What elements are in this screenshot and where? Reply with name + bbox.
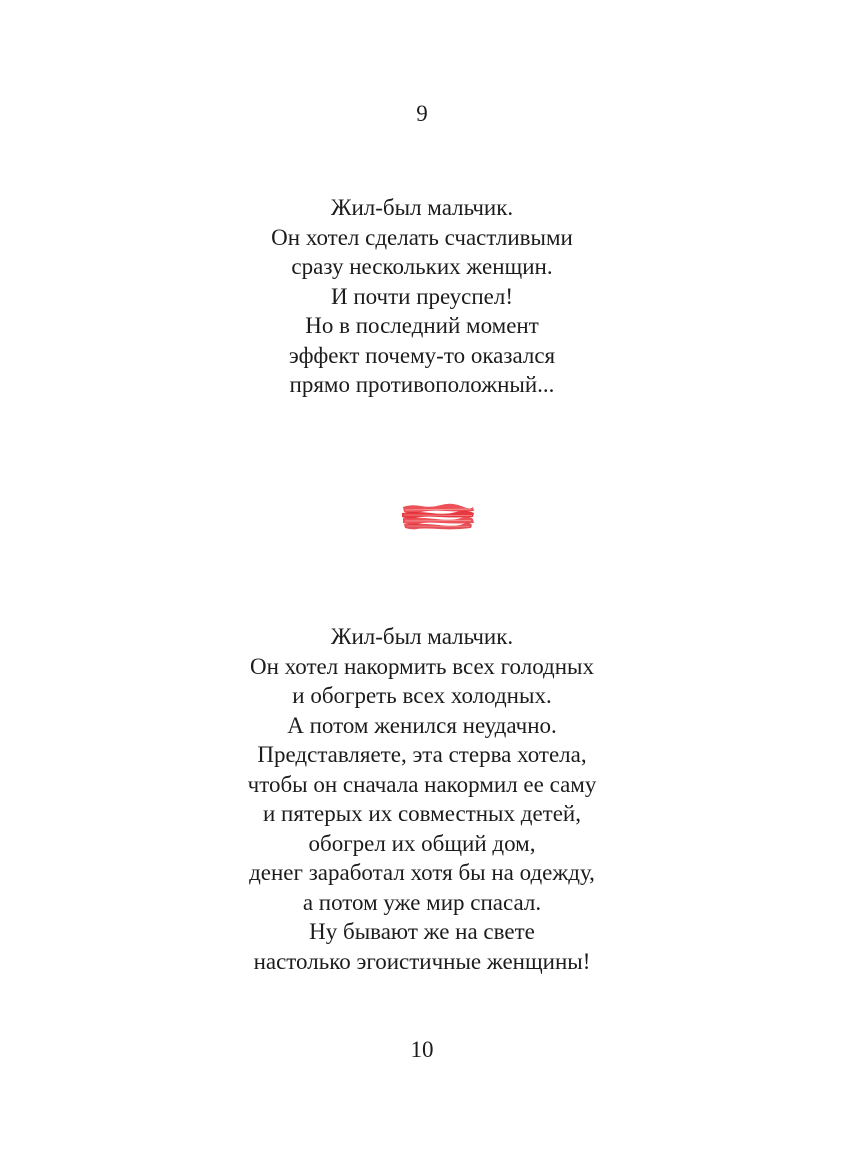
poem-line: И почти преуспел!: [330, 283, 514, 309]
poem-first: [0, 193, 844, 400]
poem-line: а потом уже мир спасал.: [302, 889, 542, 915]
poem-line: прямо противоположный...: [289, 372, 555, 397]
poem-line: Он хотел накормить всех голодных: [249, 653, 594, 679]
poem-line: настолько эгоистичные женщины!: [253, 948, 591, 974]
poem-line: Представляете, эта стерва хотела,: [257, 742, 587, 767]
poem-line: Но в последний момент: [305, 313, 539, 338]
poem-line: А потом женился неудачно.: [287, 712, 557, 738]
poem-line: Ну бывают же на свете: [309, 919, 535, 944]
poem-line: Жил-был мальчик.: [330, 195, 514, 220]
poem-line: чтобы он сначала накормил ее саму: [247, 771, 597, 797]
poem-line: денег заработал хотя бы на одежду,: [249, 860, 595, 885]
poem-line: сразу нескольких женщин.: [291, 254, 553, 279]
brush-stroke-group: [402, 504, 474, 530]
poem-line: Он хотел сделать счастливыми: [271, 224, 573, 250]
poem-line: и пятерых их совместных детей,: [263, 801, 581, 826]
poem-line: Жил-был мальчик.: [330, 624, 514, 649]
poem-line: эффект почему-то оказался: [288, 342, 556, 368]
poem-line: и обогреть всех холодных.: [292, 683, 552, 708]
red-brush-stroke-icon: [401, 502, 475, 532]
page-number-bottom: 10: [410, 1037, 434, 1062]
poem-second: [0, 622, 844, 976]
page-number-top: 9: [416, 101, 428, 126]
poem-line: обогрел их общий дом,: [308, 830, 536, 856]
